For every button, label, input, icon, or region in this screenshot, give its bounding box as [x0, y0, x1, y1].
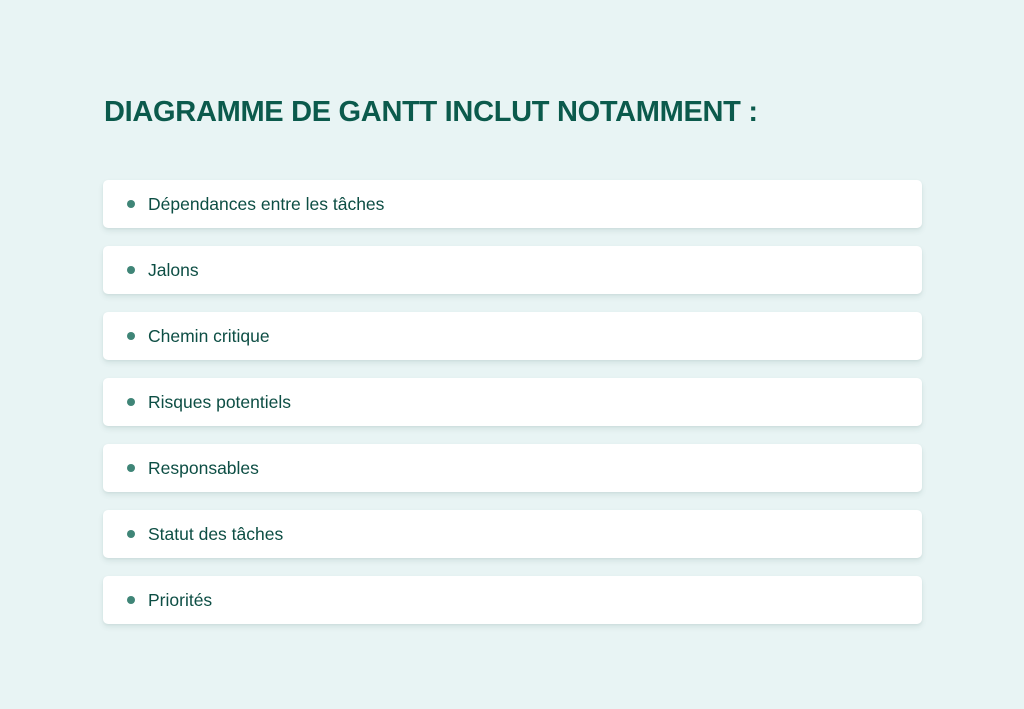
bullet-icon — [127, 464, 135, 472]
page-title: DIAGRAMME DE GANTT INCLUT NOTAMMENT : — [104, 96, 758, 128]
bullet-icon — [127, 332, 135, 340]
list-item-label: Responsables — [148, 457, 259, 478]
bullet-icon — [127, 596, 135, 604]
list-item-label: Risques potentiels — [148, 391, 291, 412]
list-item-critical-path — [103, 312, 922, 360]
list-item-milestones — [103, 246, 922, 294]
bullet-icon — [127, 266, 135, 274]
bullet-icon — [127, 530, 135, 538]
list-item-risks — [103, 378, 922, 426]
list-item-label: Priorités — [148, 589, 213, 610]
list-item-owners — [103, 444, 922, 492]
bullet-icon — [127, 398, 135, 406]
list-item-dependencies — [103, 180, 922, 228]
list-item-priorities — [103, 576, 922, 624]
list-item-label: Jalons — [148, 259, 199, 280]
list-item-label: Dépendances entre les tâches — [148, 193, 385, 214]
bullet-icon — [127, 200, 135, 208]
feature-list — [103, 180, 922, 642]
list-item-label: Statut des tâches — [148, 523, 284, 544]
list-item-task-status — [103, 510, 922, 558]
list-item-label: Chemin critique — [148, 325, 270, 346]
